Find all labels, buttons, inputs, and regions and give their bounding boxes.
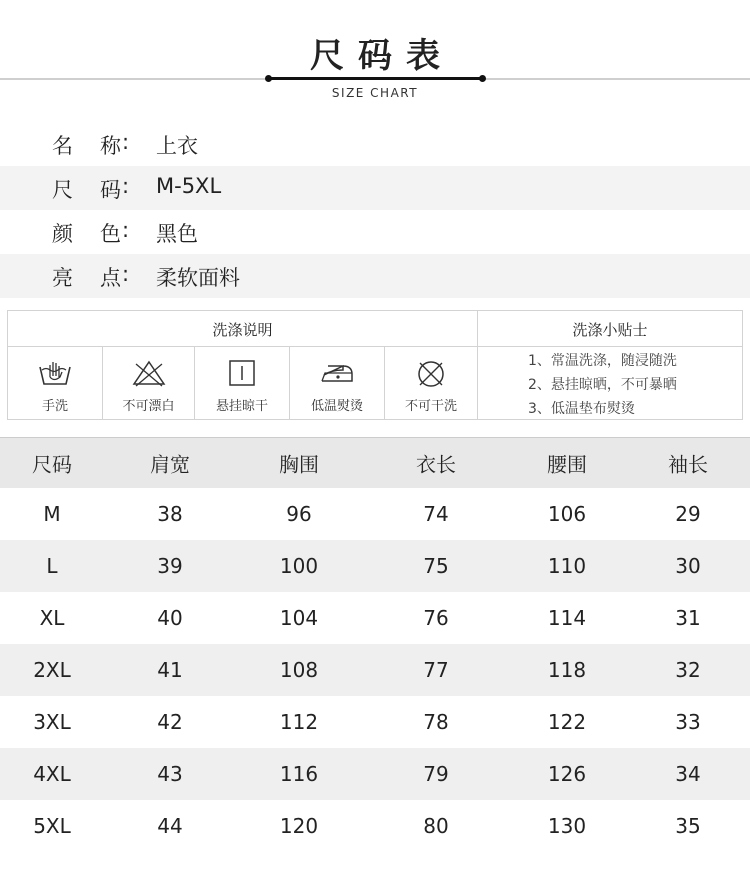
info-key-char: 称 [100, 134, 121, 158]
info-key-char: 亮 [52, 266, 73, 290]
table-cell: 130 [547, 814, 587, 838]
table-cell: XL [39, 606, 65, 630]
info-colon: : [122, 174, 130, 198]
table-row [0, 592, 750, 644]
table-cell: 30 [675, 554, 701, 578]
info-colon: : [122, 262, 130, 286]
care-label: 手洗 [41, 399, 68, 414]
product-info [0, 122, 750, 298]
info-value: 柔软面料 [156, 266, 240, 290]
table-cell: 77 [423, 658, 449, 682]
table-row [0, 748, 750, 800]
table-cell: 42 [157, 710, 183, 734]
table-cell: 104 [279, 606, 319, 630]
table-cell: 29 [675, 502, 701, 526]
table-cell: 4XL [33, 762, 71, 786]
table-cell: 110 [547, 554, 587, 578]
table-cell: 79 [423, 762, 449, 786]
info-key-char: 码 [100, 178, 121, 202]
accent-dot-left [265, 75, 272, 82]
table-cell: L [46, 554, 58, 578]
table-cell: 39 [157, 554, 183, 578]
accent-dot-right [479, 75, 486, 82]
column-header: 腰围 [547, 452, 587, 477]
table-cell: 44 [157, 814, 183, 838]
info-key-char: 颜 [52, 222, 73, 246]
washing-instructions-title: 洗涤说明 [212, 321, 273, 339]
info-colon: : [122, 218, 130, 242]
care-cell-no-dry-clean [385, 347, 477, 419]
table-header-row [0, 437, 750, 488]
table-cell: 112 [279, 710, 319, 734]
table-cell: 96 [286, 502, 312, 526]
info-key-char: 点 [100, 266, 121, 290]
care-cell-no-bleach [103, 347, 194, 419]
low-iron-icon [319, 359, 355, 387]
table-row [0, 800, 750, 852]
table-cell: 80 [423, 814, 449, 838]
table-cell: 114 [547, 606, 587, 630]
table-cell: 38 [157, 502, 183, 526]
table-cell: 78 [423, 710, 449, 734]
column-header: 尺码 [32, 452, 72, 477]
table-cell: 75 [423, 554, 449, 578]
info-colon: : [122, 130, 130, 154]
care-label: 不可干洗 [404, 399, 457, 414]
hand-wash-icon [38, 359, 72, 387]
table-cell: 74 [423, 502, 449, 526]
washing-tips-list [528, 349, 677, 421]
table-cell: 5XL [33, 814, 71, 838]
info-key-char: 名 [52, 134, 73, 158]
info-key-char: 尺 [52, 178, 73, 202]
page-title: 尺码表 [310, 36, 454, 76]
size-chart-header [0, 0, 750, 110]
info-row-name [0, 122, 750, 166]
table-cell: 33 [675, 710, 701, 734]
size-table [0, 437, 750, 852]
info-value: 上衣 [156, 134, 198, 158]
table-cell: 116 [279, 762, 319, 786]
table-cell: 122 [547, 710, 587, 734]
tip-item: 2、悬挂晾晒，不可暴晒 [528, 377, 677, 393]
column-header: 肩宽 [150, 452, 190, 477]
info-row-color [0, 210, 750, 254]
care-cell-hang-dry [195, 347, 289, 419]
table-cell: 41 [157, 658, 183, 682]
table-cell: 108 [279, 658, 319, 682]
table-cell: 126 [547, 762, 587, 786]
info-row-size [0, 166, 750, 210]
header-accent-line [268, 77, 482, 80]
care-label: 悬挂晾干 [215, 399, 268, 414]
table-cell: 34 [675, 762, 701, 786]
column-header: 胸围 [279, 452, 319, 477]
care-label: 低温熨烫 [310, 399, 363, 414]
table-cell: 3XL [33, 710, 71, 734]
table-cell: 120 [279, 814, 319, 838]
washing-instructions-table [7, 310, 743, 420]
no-bleach-icon [132, 359, 166, 387]
table-cell: 2XL [33, 658, 71, 682]
table-cell: 106 [547, 502, 587, 526]
info-row-highlight [0, 254, 750, 298]
table-cell: 35 [675, 814, 701, 838]
table-row [0, 696, 750, 748]
column-header: 袖长 [668, 452, 708, 477]
tip-item: 1、常温洗涤，随浸随洗 [528, 353, 677, 369]
hang-dry-icon [225, 359, 259, 387]
washing-tips-title: 洗涤小贴士 [572, 321, 648, 339]
info-value: M-5XL [156, 174, 222, 198]
page-subtitle: SIZE CHART [331, 86, 419, 100]
care-cell-hand-wash [8, 347, 102, 419]
no-dry-clean-icon [414, 359, 448, 389]
tip-item: 3、低温垫布熨烫 [528, 401, 635, 417]
table-row [0, 644, 750, 696]
table-cell: 40 [157, 606, 183, 630]
table-cell: M [43, 502, 61, 526]
table-row [0, 540, 750, 592]
table-row [0, 488, 750, 540]
table-cell: 32 [675, 658, 701, 682]
column-header: 衣长 [416, 452, 456, 477]
info-key-char: 色 [100, 222, 121, 246]
table-cell: 31 [675, 606, 701, 630]
table-cell: 118 [547, 658, 587, 682]
care-label: 不可漂白 [122, 399, 175, 414]
info-value: 黑色 [156, 222, 198, 246]
care-cell-low-iron [290, 347, 384, 419]
table-cell: 76 [423, 606, 449, 630]
table-cell: 43 [157, 762, 183, 786]
table-cell: 100 [279, 554, 319, 578]
